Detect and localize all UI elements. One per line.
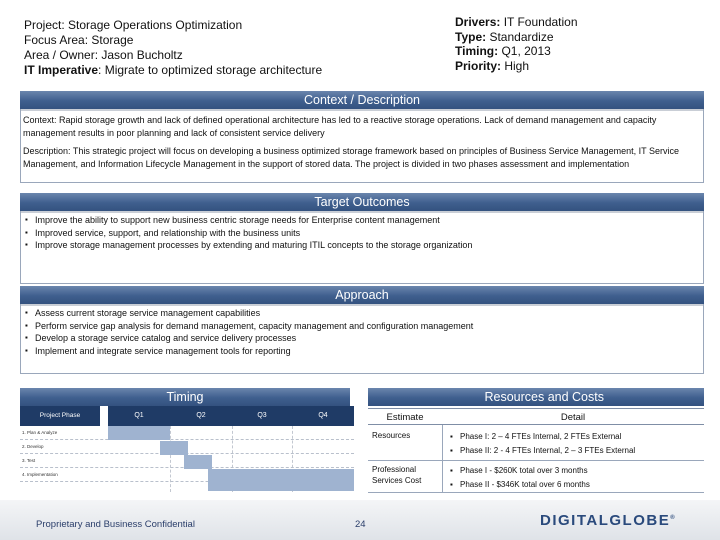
it-imperative-line: IT Imperative: Migrate to optimized storage architecture (24, 63, 323, 77)
resources-estimate-cell: Resources (372, 431, 411, 440)
page-number: 24 (355, 519, 366, 530)
registered-mark: ® (670, 515, 677, 521)
approach-section (20, 304, 704, 374)
owner-value: Jason Bucholtz (98, 48, 183, 62)
timeline-header-phase: Project Phase (20, 406, 100, 426)
timeline-phase-label: 1. Plan & Analyze (22, 430, 58, 435)
gantt-bar-develop (160, 441, 188, 455)
focus-area-line: Focus Area: Storage (24, 33, 134, 47)
it-imperative-label: IT Imperative (24, 63, 99, 77)
project-value: Storage Operations Optimization (64, 18, 243, 32)
gantt-bar-test (184, 455, 212, 469)
focus-area-label: Focus Area (24, 33, 85, 47)
timeline-phase-label: 4. Implementation (22, 472, 58, 477)
drivers-line (455, 15, 705, 30)
owner-line: Area / Owner: Jason Bucholtz (24, 48, 183, 62)
context-section-title: Context / Description (20, 91, 704, 109)
type-line (455, 30, 705, 45)
timing-label: Timing: (455, 44, 499, 58)
project-summary (24, 18, 424, 78)
timeline-header-q2: Q2 (170, 406, 232, 426)
project-attributes (455, 15, 705, 73)
logo-text: DIGITALGLOBE (540, 512, 671, 529)
resources-bottom-border (368, 492, 704, 493)
list-item: ▪ Phase II - $346K total over 6 months (448, 478, 704, 492)
priority-value: High (501, 58, 530, 73)
context-section (20, 109, 704, 183)
type-value: Standardize (486, 29, 554, 44)
list-item: ▪ Assess current storage service management capabilities (23, 307, 701, 320)
timing-value: Q1, 2013 (498, 44, 551, 58)
list-item: ▪ Perform service gap analysis for demand management, capacity management and configuration management (23, 320, 701, 333)
type-label: Type: (455, 29, 487, 44)
outcomes-list (23, 214, 701, 252)
timeline-header-q4: Q4 (292, 406, 354, 426)
drivers-value: IT Foundation (500, 15, 578, 29)
resources-section-title: Resources and Costs (368, 388, 704, 406)
priority-label: Priority: (455, 58, 502, 73)
priority-line (455, 59, 705, 74)
list-item: ▪ Phase I: 2 – 4 FTEs Internal, 2 FTEs External (448, 430, 704, 444)
list-item: ▪ Phase II: 2 - 4 FTEs Internal, 2 – 3 FTEs External (448, 444, 704, 458)
resources-detail-list (448, 430, 704, 458)
resources-header-detail: Detail (442, 408, 704, 425)
resources-column-divider (442, 425, 443, 493)
list-item: ▪ Implement and integrate service management tools for reporting (23, 345, 701, 358)
gantt-bar-implementation (208, 469, 354, 491)
resources-header-estimate: Estimate (368, 408, 442, 425)
resources-row-divider (368, 460, 704, 461)
project-line: Project: Storage Operations Optimization (24, 18, 243, 32)
timing-section-title: Timing (20, 388, 350, 406)
services-cost-estimate-cell: Professional Services Cost (372, 465, 422, 485)
timeline-row (20, 426, 354, 440)
focus-area-value: Storage (88, 33, 134, 47)
owner-label: Area / Owner (24, 48, 95, 62)
gantt-bar-plan (108, 426, 170, 440)
context-paragraph: Context: Rapid storage growth and lack of defined operational architecture has led to a reactive storage operations. Lack of demand management and capacity management results in poor planning and lack of consistent service delivery (23, 115, 657, 138)
list-item: ▪ Develop a storage service catalog and service delivery processes (23, 332, 701, 345)
timing-line (455, 44, 705, 59)
outcomes-section (20, 211, 704, 284)
timeline-phase-label: 2. Develop (22, 444, 44, 449)
approach-list (23, 307, 701, 357)
digitalglobe-logo (540, 512, 676, 529)
list-item: ▪ Phase I - $260K total over 3 months (448, 464, 704, 478)
it-imperative-value: Migrate to optimized storage architecture (101, 63, 323, 77)
services-cost-detail-list (448, 464, 704, 492)
confidentiality-notice: Proprietary and Business Confidential (36, 519, 195, 530)
list-item: ▪ Improve storage management processes by extending and maturing ITIL concepts to the storage organization (23, 239, 701, 252)
timeline-phase-label: 3. Test (22, 458, 36, 463)
project-label: Project (24, 18, 62, 32)
approach-section-title: Approach (20, 286, 704, 304)
drivers-label: Drivers: (455, 15, 501, 29)
outcomes-section-title: Target Outcomes (20, 193, 704, 211)
list-item: ▪ Improve the ability to support new business centric storage needs for Enterprise content management (23, 214, 701, 227)
description-paragraph: Description: This strategic project will focus on developing a business optimized storage framework based on principles of Business Service Management, IT Service Management, and Information Lifecycle Management in the support of stored data. The project is divided in two phases assessment and implementation (23, 146, 679, 169)
timeline-header-q1: Q1 (108, 406, 170, 426)
list-item: ▪ Improved service, support, and relationship with the business units (23, 227, 701, 240)
timeline-header-q3: Q3 (232, 406, 292, 426)
